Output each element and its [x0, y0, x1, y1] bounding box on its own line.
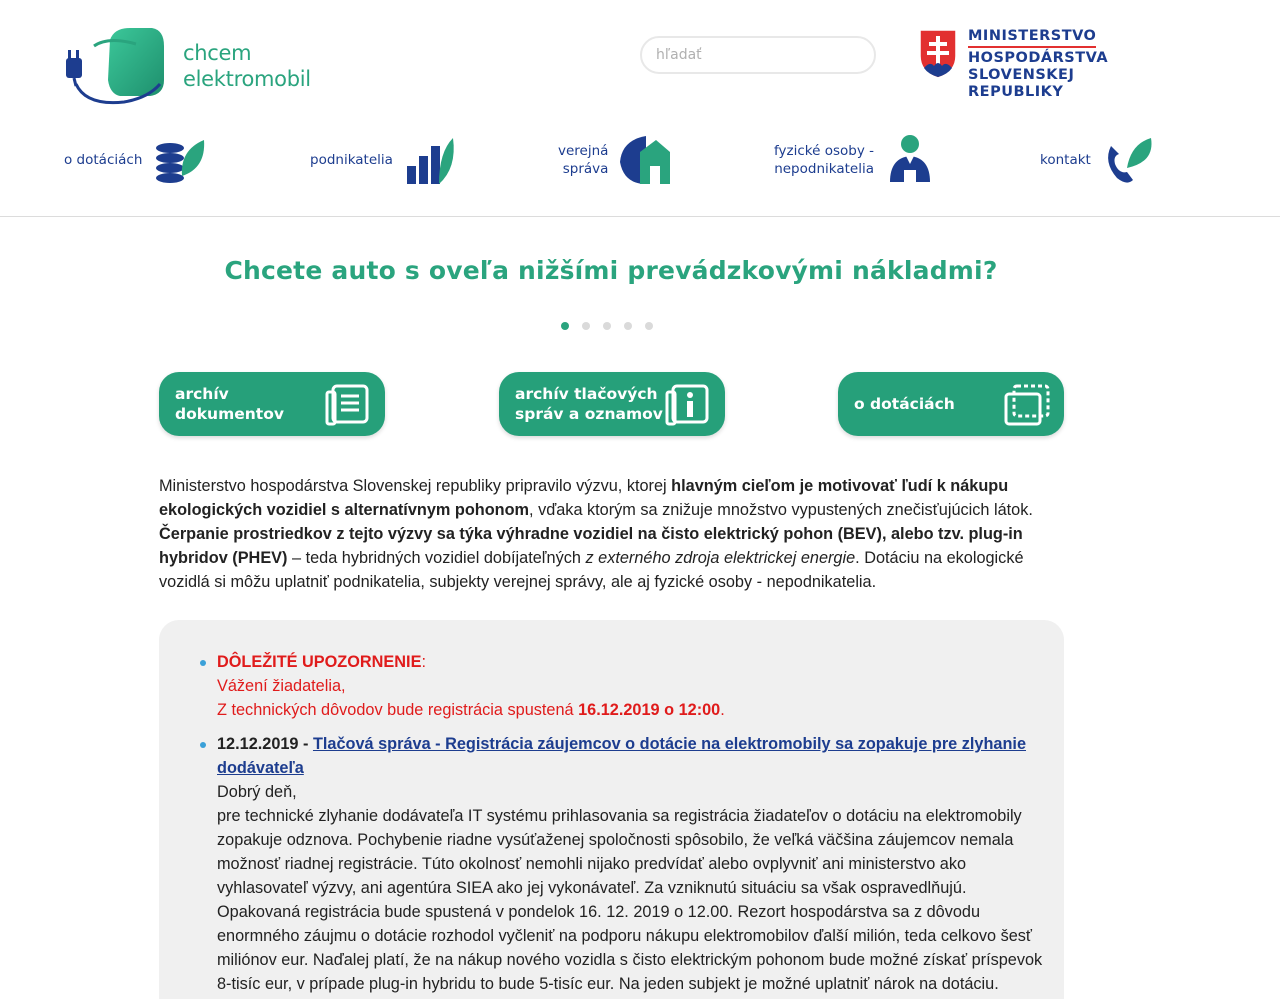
notice-item-warning [217, 650, 1047, 722]
news-date: 12.12.2019 - [217, 735, 313, 753]
document-icon [325, 384, 371, 426]
nav-item-o-dotaciach[interactable] [64, 130, 206, 190]
button-label-line-1: archív [175, 385, 229, 403]
plug-car-logo-icon [64, 24, 176, 106]
warning-end: . [720, 701, 725, 719]
logo-text [183, 40, 311, 92]
search-box [640, 36, 876, 74]
intro-bold-2: Čerpanie prostriedkov z tejto výzvy sa týka výhradne vozidiel na čisto elektrický pohon (BEV), alebo tzv. plug-in hybridov (PHEV) [159, 525, 1023, 567]
coins-leaf-icon [150, 132, 206, 188]
info-icon [665, 384, 711, 426]
nav-label-line-2: správa [562, 161, 609, 177]
slovak-coat-of-arms-icon [918, 28, 958, 80]
slider-dot-2[interactable] [582, 322, 590, 330]
intro-text-2: , vďaka ktorým sa znižuje množstvo vypustených znečisťujúcich látok. [529, 501, 1033, 519]
ministry-line-1: MINISTERSTVO [968, 28, 1096, 48]
nav-label-line-1: fyzické osoby - [774, 143, 874, 159]
site-logo[interactable] [64, 24, 344, 106]
button-label [515, 384, 665, 424]
button-label-line-1: archív tlačových [515, 385, 658, 403]
intro-text-4: . Dotáciu na ekologické vozidlá si môžu uplatniť podnikatelia, subjekty verejnej správy, ale aj fyzické osoby - nepodnikatelia. [159, 549, 1024, 591]
search-input[interactable] [642, 38, 874, 72]
nav-label: o dotáciách [64, 152, 143, 168]
notice-item-press-release [217, 732, 1047, 996]
stacked-docs-icon [1004, 384, 1050, 426]
warning-title-wrap [217, 653, 426, 671]
button-label [854, 394, 1004, 414]
news-greeting: Dobrý deň, [217, 783, 297, 801]
button-label-line-2: správ a oznamov [515, 405, 663, 423]
slider-dot-5[interactable] [645, 322, 653, 330]
person-icon [882, 132, 938, 188]
nav-item-kontakt[interactable] [1040, 130, 1155, 190]
warning-body [217, 701, 725, 719]
warning-date: 16.12.2019 o 12:00 [578, 701, 721, 719]
slider-dot-3[interactable] [603, 322, 611, 330]
slider-dot-4[interactable] [624, 322, 632, 330]
nav-item-verejna-sprava[interactable] [558, 130, 672, 190]
phone-leaf-icon [1099, 132, 1155, 188]
button-label-line-1: o dotáciách [854, 395, 955, 413]
nav-label-line-2: nepodnikatelia [774, 161, 874, 177]
button-label-line-2: dokumentov [175, 405, 284, 423]
site-header [0, 0, 1280, 217]
press-release-link[interactable]: Tlačová správa - Registrácia záujemcov o dotácie na elektromobily sa zopakuje pre zlyhanie dodávateľa [217, 735, 1026, 777]
nav-item-fyzicke-osoby[interactable] [774, 130, 938, 190]
nav-label-line-1: verejná [558, 143, 609, 159]
nav-item-podnikatelia[interactable] [310, 130, 457, 190]
intro-text-3: – teda hybridných vozidiel dobíjateľných [287, 549, 586, 567]
ministry-line-3: SLOVENSKEJ REPUBLIKY [968, 67, 1075, 100]
archive-press-button[interactable] [499, 372, 725, 436]
button-label [175, 384, 325, 424]
about-subsidies-button[interactable] [838, 372, 1064, 436]
nav-label [558, 142, 608, 178]
warning-greeting: Vážení žiadatelia, [217, 677, 346, 695]
intro-paragraph [159, 474, 1069, 594]
slider-dot-1[interactable] [561, 322, 569, 330]
ministry-line-2: HOSPODÁRSTVA [968, 50, 1109, 66]
notice-list [217, 650, 1047, 999]
intro-text-1: Ministerstvo hospodárstva Slovenskej republiky pripravilo výzvu, ktorej [159, 477, 672, 495]
slider-dots [561, 322, 653, 330]
nav-label: kontakt [1040, 152, 1091, 168]
logo-line-1: chcem [183, 41, 252, 65]
logo-line-2: elektromobil [183, 67, 311, 91]
news-body: pre technické zlyhanie dodávateľa IT systému prihlasovania sa registrácia žiadateľov o dotáciu na elektromobily zopakuje odznova. Pochybenie riadne vysúťaženej spoločnosti spôsobilo, že veľká väčšina záujemcov nemala možnosť riadnej registrácie. Túto okolnosť nemohli nijako predvídať alebo ovplyvniť ani ministerstvo ako vyhlasovateľ výzvy, ani agentúra SIEA ako jej vykonávateľ. Za vzniknutú situáciu sa však ospravedlňujú. Opakovaná registrácia bude spustená v pondelok 16. 12. 2019 o 12.00. Rezort hospodárstva sa z dôvodu enormného záujmu o dotácie rozhodol vyčleniť na podporu nákupu elektromobilov ďalší milión, teda celkovo šesť miliónov eur. Naďalej platí, že na nákup nového vozidla s čisto elektrickým pohonom bude možné získať príspevok 8-tisíc eur, v prípade plug-in hybridu to bude 5-tisíc eur. Na jeden subjekt je možné uplatniť nárok na dotáciu. [217, 807, 1043, 993]
ministry-logo[interactable] [918, 28, 1168, 100]
nav-label: podnikatelia [310, 152, 393, 168]
archive-documents-button[interactable] [159, 372, 385, 436]
bar-leaf-icon [401, 132, 457, 188]
intro-italic-1: z externého zdroja elektrickej energie [585, 549, 856, 567]
nav-label [774, 142, 874, 178]
building-leaf-icon [616, 132, 672, 188]
intro-bold-1: hlavným cieľom je motivovať ľudí k nákupu ekologických vozidiel s alternatívnym pohonom [159, 477, 1009, 519]
warning-title: DÔLEŽITÉ UPOZORNENIE [217, 653, 422, 671]
warning-colon: : [421, 653, 426, 671]
ministry-name [968, 28, 1168, 101]
warning-text: Z technických dôvodov bude registrácia spustená [217, 701, 579, 719]
hero-headline: Chcete auto s oveľa nižšími prevádzkovými nákladmi? [224, 256, 998, 285]
